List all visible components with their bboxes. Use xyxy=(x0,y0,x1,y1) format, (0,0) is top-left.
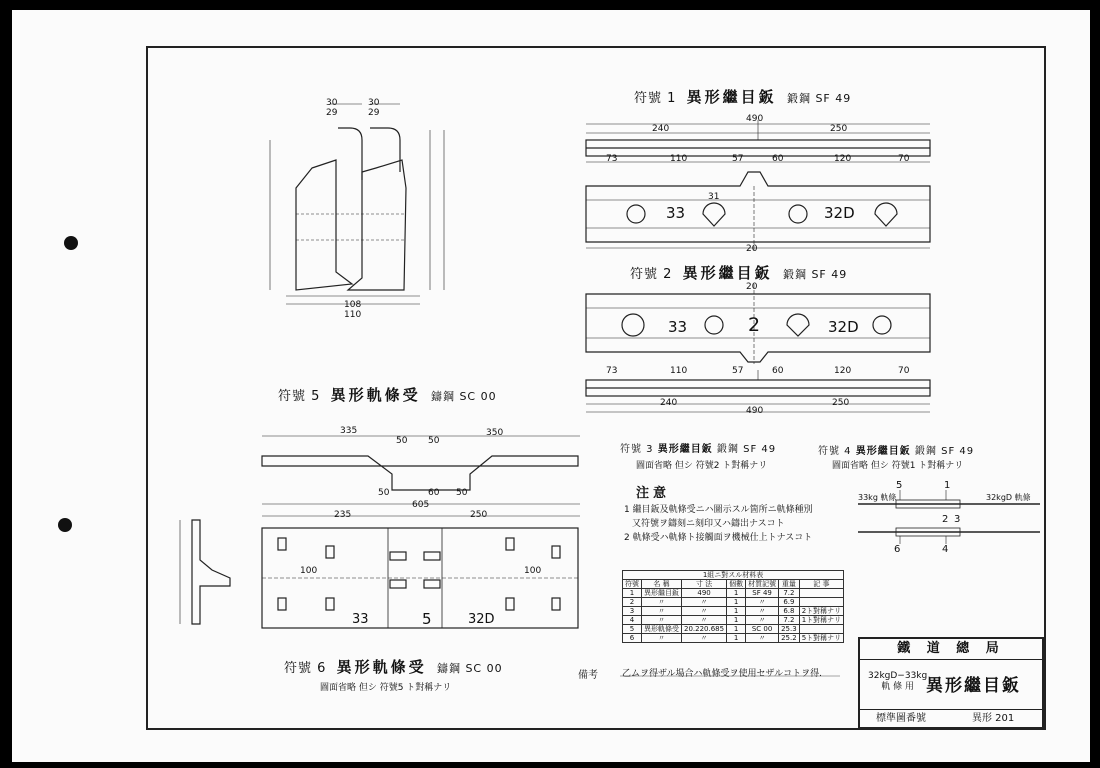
dim-label: 60 xyxy=(428,488,440,498)
table-cell: 〃 xyxy=(642,616,682,625)
part2-caption: 符號 2 異形繼目鈑 鍛鋼 SF 49 xyxy=(630,264,848,282)
note-line: 又符號ヲ鑄刻ニ刻印又ハ鑄出ナスコト xyxy=(632,519,785,529)
table-cell: 6.9 xyxy=(779,598,800,607)
assembly-num: 4 xyxy=(942,544,949,555)
dim-label: 29 xyxy=(368,108,380,118)
dim-label: 240 xyxy=(660,398,678,408)
table-header: 個數 xyxy=(727,580,746,589)
rail-type xyxy=(868,671,927,693)
part4-caption: 符號 4 異形繼目鈑 鍛鋼 SF 49 xyxy=(818,446,975,457)
dim-label: 120 xyxy=(834,366,852,376)
rail-type-line: 32kgD−33kg xyxy=(868,671,928,681)
dim-label: 250 xyxy=(470,510,488,520)
dim-label: 31 xyxy=(708,192,720,202)
table-cell: 〃 xyxy=(682,607,727,616)
table-cell: 1 xyxy=(727,634,746,643)
part1-top-strip xyxy=(586,120,930,162)
part-marking: 33 xyxy=(352,612,369,627)
remark-text: 乙ムヲ得ザル場合ハ軌條受ヲ使用セザルコトヲ得. xyxy=(622,669,822,679)
table-cell: 1 xyxy=(727,589,746,598)
drawing-name: 異形繼目鈑 xyxy=(926,676,1021,696)
dim-label: 50 xyxy=(428,436,440,446)
dim-label: 20 xyxy=(746,244,758,254)
dim-label: 70 xyxy=(898,154,910,164)
part-marking: 33 xyxy=(668,318,688,336)
table-cell: SC 00 xyxy=(746,625,779,634)
dim-label: 490 xyxy=(746,406,764,416)
drawing-number-row xyxy=(860,709,1042,729)
table-cell: 〃 xyxy=(642,607,682,616)
table-cell: 〃 xyxy=(746,607,779,616)
organization-name: 鐵 道 總 局 xyxy=(860,639,1042,660)
dim-label: 30 xyxy=(326,98,338,108)
dim-label: 100 xyxy=(524,566,542,576)
table-header-row xyxy=(623,580,844,589)
table-cell: 〃 xyxy=(642,598,682,607)
dim-label: 20 xyxy=(746,282,758,292)
part1-plate xyxy=(586,172,930,252)
table-cell: 1 xyxy=(623,589,642,598)
title-block xyxy=(858,637,1044,729)
part-marking: 2 xyxy=(748,314,761,336)
table-cell: 4 xyxy=(623,616,642,625)
table-cell: 7.2 xyxy=(779,589,800,598)
dim-label: 350 xyxy=(486,428,504,438)
dim-label: 240 xyxy=(652,124,670,134)
dim-label: 110 xyxy=(670,366,688,376)
assembly-num: 3 xyxy=(954,514,961,525)
table-cell: 5 xyxy=(623,625,642,634)
dim-label: 250 xyxy=(830,124,848,134)
dim-label: 60 xyxy=(772,154,784,164)
table-cell: 2 xyxy=(623,598,642,607)
table-row xyxy=(623,607,844,616)
dim-label: 60 xyxy=(772,366,784,376)
part-marking: 32D xyxy=(828,318,859,336)
table-header: 名 稱 xyxy=(642,580,682,589)
table-cell: 6 xyxy=(623,634,642,643)
part6-plan-view xyxy=(262,528,578,628)
table-cell: 1 xyxy=(727,598,746,607)
table-row xyxy=(623,634,844,643)
table-header: 符號 xyxy=(623,580,642,589)
table-header: 寸 法 xyxy=(682,580,727,589)
table-cell xyxy=(799,625,843,634)
dim-label: 110 xyxy=(344,310,362,320)
table-cell: 〃 xyxy=(682,616,727,625)
assembly-num: 5 xyxy=(896,480,903,491)
table-cell: 異形軌條受 xyxy=(642,625,682,634)
table-row xyxy=(623,616,844,625)
table-cell: 〃 xyxy=(682,634,727,643)
table-cell: 〃 xyxy=(746,598,779,607)
rail-type-line: 軌 條 用 xyxy=(881,682,914,692)
note-line: 2 軌條受ハ軌條ト接觸面ヲ機械仕上トナスコト xyxy=(624,533,813,543)
dim-label: 29 xyxy=(326,108,338,118)
dim-label: 50 xyxy=(396,436,408,446)
note-line: 1 繼目鈑及軌條受ニハ圖示スル箇所ニ軌條種別 xyxy=(624,505,813,515)
table-cell: 1 xyxy=(727,616,746,625)
dim-label: 57 xyxy=(732,366,744,376)
part5-caption: 符號 5 異形軌條受 鑄鋼 SC 00 xyxy=(278,386,497,404)
table-cell: 25.2 xyxy=(779,634,800,643)
table-cell: 〃 xyxy=(642,634,682,643)
remark-label: 備考 xyxy=(578,670,598,681)
part6-side-profile xyxy=(180,520,230,624)
table-cell: 490 xyxy=(682,589,727,598)
table-row xyxy=(623,589,844,598)
dim-label: 250 xyxy=(832,398,850,408)
table-cell: 7.2 xyxy=(779,616,800,625)
assembly-num: 6 xyxy=(894,544,901,555)
table-cell: 〃 xyxy=(746,616,779,625)
dim-label: 70 xyxy=(898,366,910,376)
dim-label: 50 xyxy=(378,488,390,498)
dim-label: 235 xyxy=(334,510,352,520)
assembly-num: 2 xyxy=(942,514,949,525)
std-drawing-number: 異形 201 xyxy=(972,713,1015,724)
part1-caption: 符號 1 異形繼目鈑 鍛鋼 SF 49 xyxy=(634,88,852,106)
table-cell xyxy=(799,589,843,598)
part6-note: 圖面省略 但シ 符號5 ト對稱ナリ xyxy=(320,683,452,693)
part-marking: 33 xyxy=(666,204,686,222)
part-marking: 32D xyxy=(824,204,855,222)
table-title: 1組ニ對スル材料表 xyxy=(623,571,844,580)
table-header: 記 事 xyxy=(799,580,843,589)
table-cell: 異形繼目鈑 xyxy=(642,589,682,598)
table-cell xyxy=(799,598,843,607)
table-cell: 6.8 xyxy=(779,607,800,616)
part-marking: 32D xyxy=(468,612,495,627)
table-cell: 2ト對稱ナリ xyxy=(799,607,843,616)
table-header: 重量 xyxy=(779,580,800,589)
dim-label: 73 xyxy=(606,366,618,376)
dim-label: 490 xyxy=(746,114,764,124)
table-row xyxy=(623,598,844,607)
table-cell: 1ト對稱ナリ xyxy=(799,616,843,625)
table-cell: 5ト對稱ナリ xyxy=(799,634,843,643)
part3-note: 圖面省略 但シ 符號2 ト對稱ナリ xyxy=(636,461,768,471)
title-block-main xyxy=(860,659,1042,710)
table-cell: 3 xyxy=(623,607,642,616)
part5-cross-section xyxy=(270,104,444,304)
part3-caption: 符號 3 異形繼目鈑 鍛鋼 SF 49 xyxy=(620,444,777,455)
std-drawing-label: 標準圖番號 xyxy=(876,713,926,724)
table-row xyxy=(623,625,844,634)
table-cell: 20.220.685 xyxy=(682,625,727,634)
table-cell: 〃 xyxy=(682,598,727,607)
dim-label: 30 xyxy=(368,98,380,108)
part4-note: 圖面省略 但シ 符號1 ト對稱ナリ xyxy=(832,461,964,471)
dim-label: 605 xyxy=(412,500,430,510)
assembly-left-rail-label: 33kg 軌條 xyxy=(858,493,897,502)
table-cell: 1 xyxy=(727,607,746,616)
assembly-right-rail-label: 32kgD 軌條 xyxy=(986,493,1031,502)
table-cell: 〃 xyxy=(746,634,779,643)
table-cell: 1 xyxy=(727,625,746,634)
dim-label: 108 xyxy=(344,300,362,310)
dim-label: 110 xyxy=(670,154,688,164)
table-cell: 25.3 xyxy=(779,625,800,634)
table-header: 材質記號 xyxy=(746,580,779,589)
dim-label: 50 xyxy=(456,488,468,498)
dim-label: 335 xyxy=(340,426,358,436)
dim-label: 120 xyxy=(834,154,852,164)
assembly-num: 1 xyxy=(944,480,951,491)
dim-label: 100 xyxy=(300,566,318,576)
dim-label: 73 xyxy=(606,154,618,164)
notes-title: 注意 xyxy=(636,486,671,501)
part6-caption: 符號 6 異形軌條受 鑄鋼 SC 00 xyxy=(284,658,503,676)
table-cell: SF 49 xyxy=(746,589,779,598)
material-table xyxy=(622,570,844,643)
part-marking: 5 xyxy=(422,610,432,628)
dim-label: 57 xyxy=(732,154,744,164)
